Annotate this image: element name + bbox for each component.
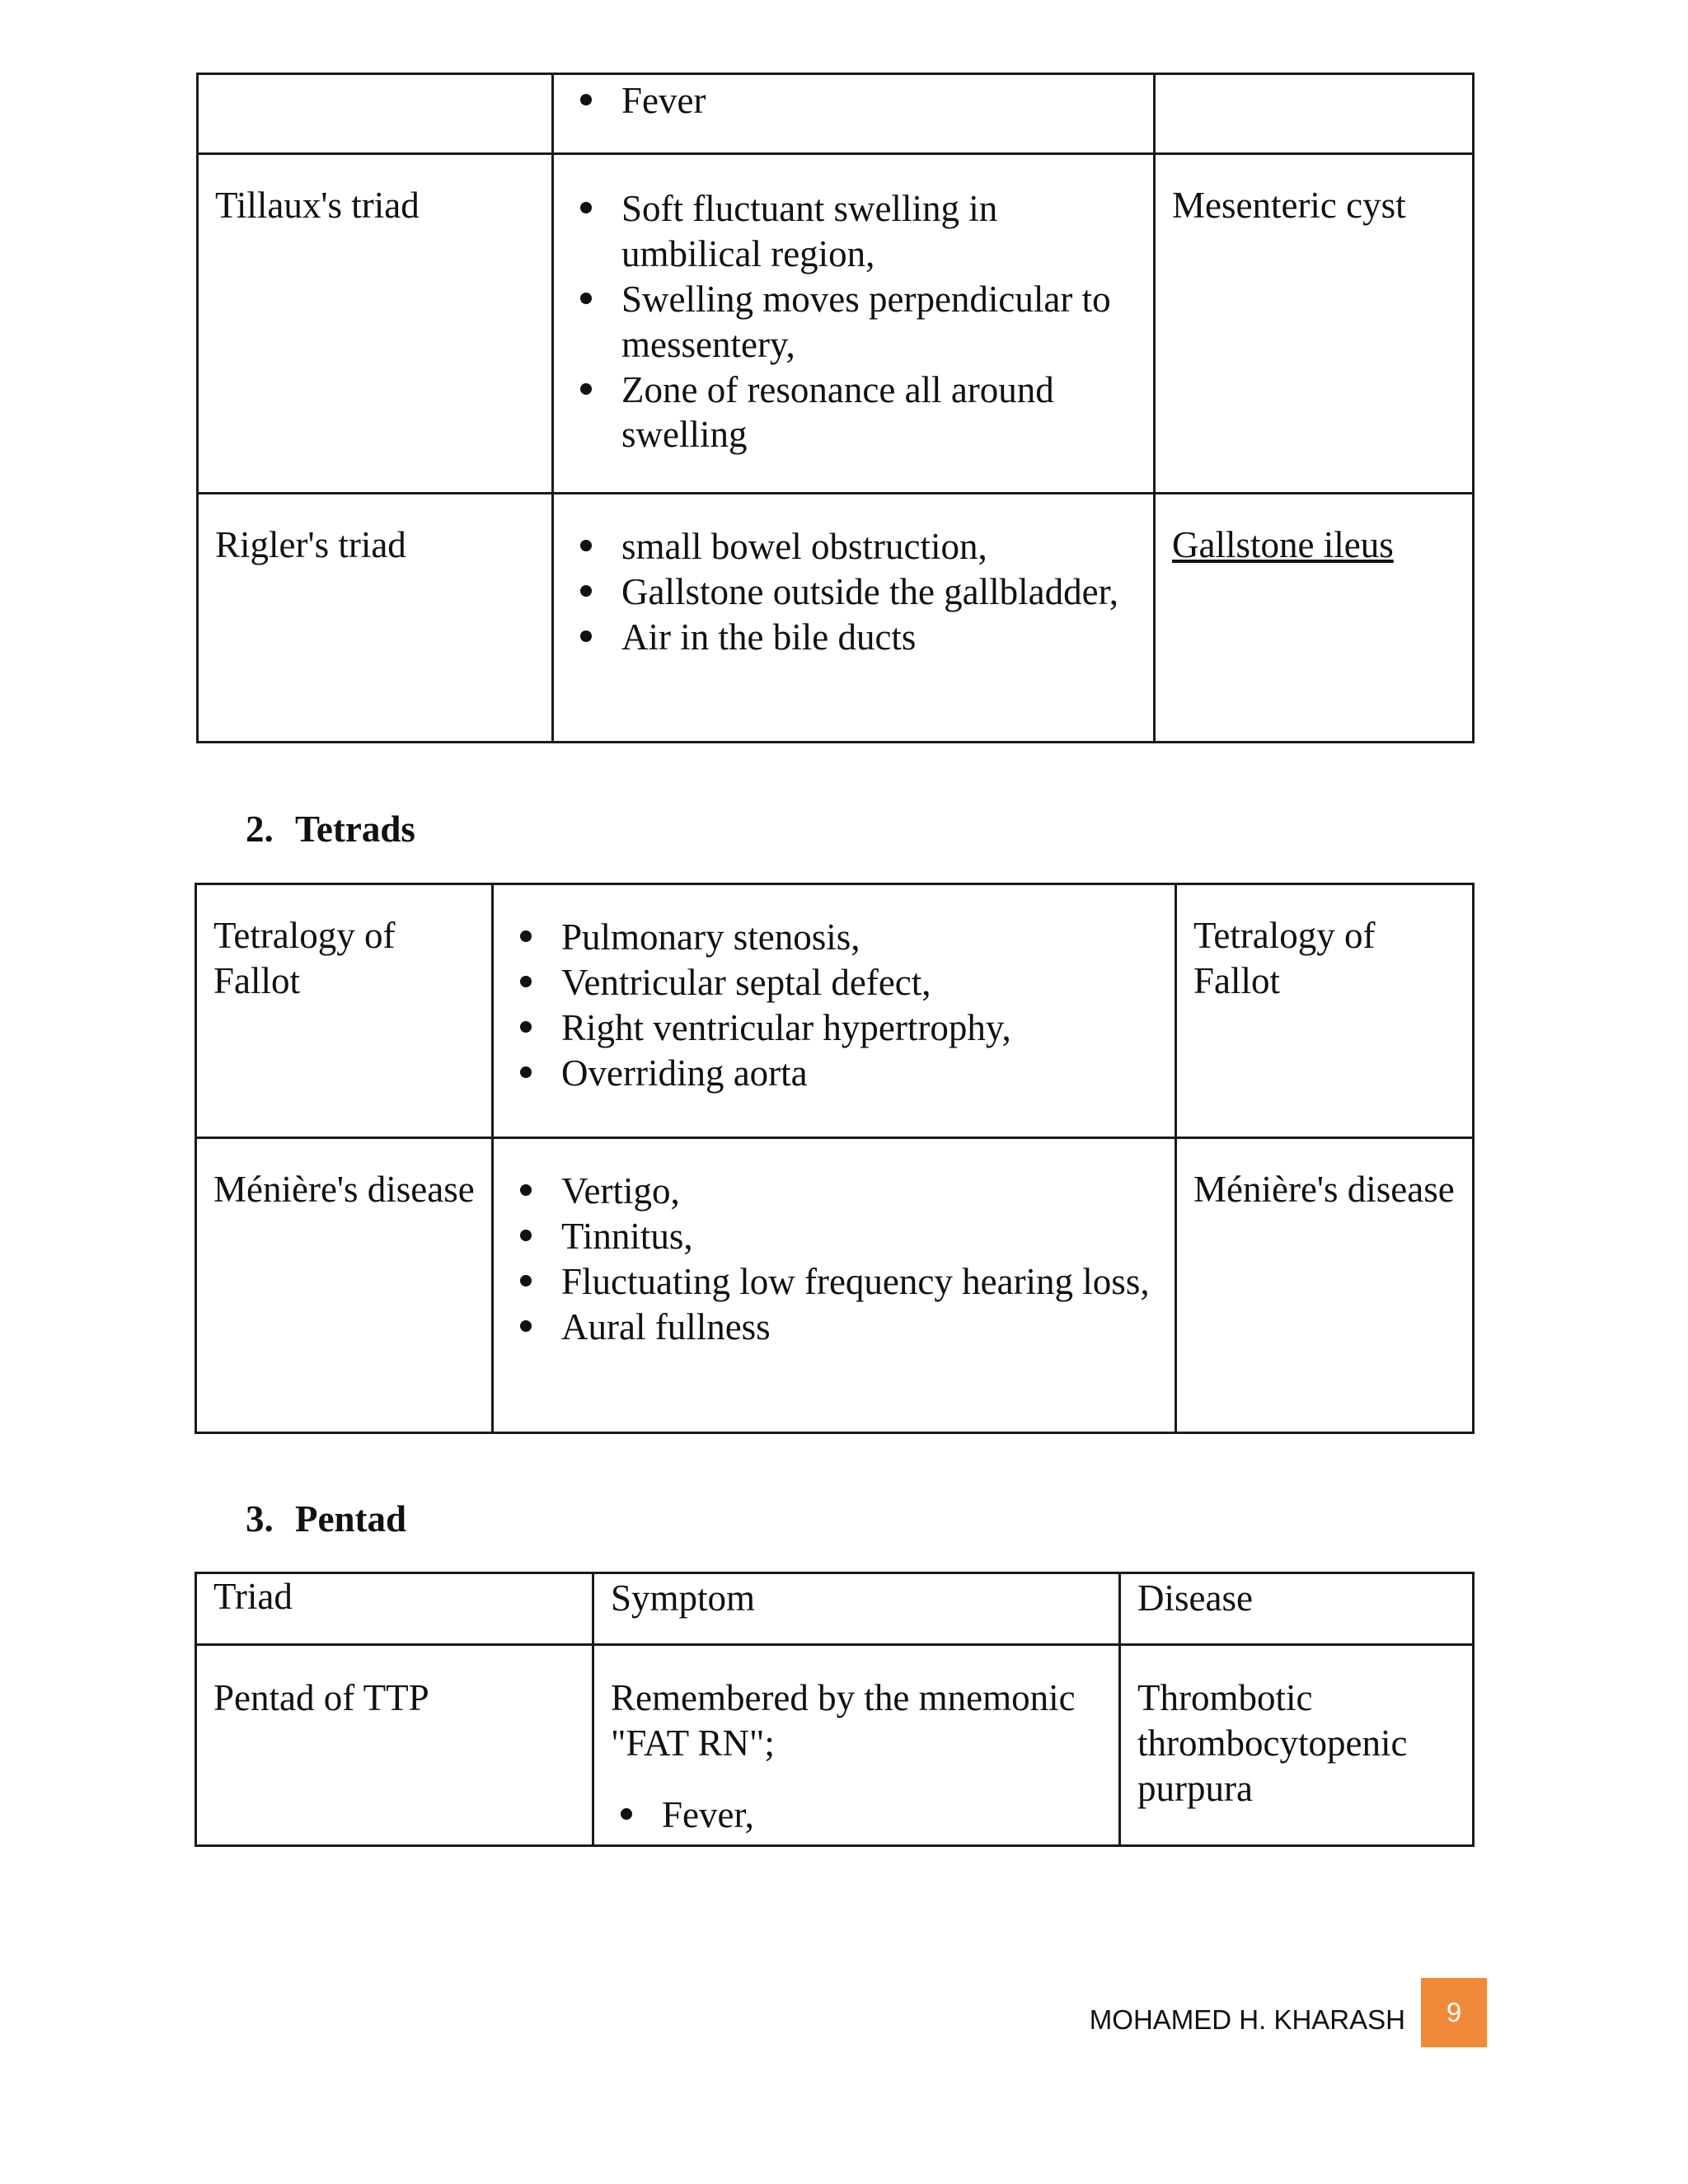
- symptoms-cell: [493, 1138, 1176, 1433]
- bullet-icon: [520, 1275, 532, 1286]
- disease-cell: Ménière's disease: [1176, 1138, 1474, 1433]
- list-item: Tinnitus,: [510, 1214, 1160, 1259]
- bullet-icon: [580, 94, 592, 105]
- header-cell: Triad: [196, 1573, 593, 1645]
- bullet-icon: [520, 1021, 532, 1033]
- list-item: Aural fullness: [510, 1305, 1160, 1350]
- symptoms-cell: [493, 884, 1176, 1138]
- list-item: Vertigo,: [510, 1169, 1160, 1214]
- list-item: Pulmonary stenosis,: [510, 915, 1160, 960]
- bullet-icon: [520, 930, 532, 942]
- list-item: Swelling moves perpendicular to messentery,: [570, 277, 1138, 368]
- bullet-icon: [580, 383, 592, 395]
- symptom-list: [611, 1793, 1104, 1838]
- section-title: Pentad: [295, 1498, 406, 1540]
- list-item: Fever: [570, 78, 1138, 124]
- table-row: [198, 494, 1474, 743]
- table-header-row: [196, 1573, 1474, 1645]
- list-item: Gallstone outside the gallbladder,: [570, 569, 1138, 615]
- bullet-icon: [520, 976, 532, 987]
- bullet-icon: [520, 1230, 532, 1241]
- disease-cell: Tetralogy of Fallot: [1176, 884, 1474, 1138]
- symptoms-cell: [553, 494, 1155, 743]
- header-cell: Disease: [1120, 1573, 1474, 1645]
- tetrad-name-cell: Tetralogy of Fallot: [196, 884, 493, 1138]
- disease-cell: [1155, 74, 1474, 154]
- mnemonic-text: Remembered by the mnemonic "FAT RN";: [611, 1677, 1076, 1764]
- disease-cell: Gallstone ileus: [1155, 494, 1474, 743]
- section-title: Tetrads: [295, 808, 415, 850]
- bullet-icon: [580, 630, 592, 642]
- table-row: [196, 1138, 1474, 1433]
- bullet-icon: [520, 1184, 532, 1196]
- disease-cell: Mesenteric cyst: [1155, 154, 1474, 494]
- symptom-list: [510, 1169, 1160, 1350]
- symptoms-cell: [593, 1645, 1120, 1846]
- bullet-icon: [580, 585, 592, 597]
- bullet-icon: [520, 1066, 532, 1078]
- page-number-badge: [1421, 1978, 1487, 2047]
- table-row: [196, 884, 1474, 1138]
- tetrad-name-cell: Ménière's disease: [196, 1138, 493, 1433]
- bullet-icon: [580, 293, 592, 304]
- table-row: [198, 74, 1474, 154]
- triad-name-cell: Tillaux's triad: [198, 154, 553, 494]
- section-number: 3.: [246, 1498, 274, 1540]
- symptom-list: [570, 78, 1138, 124]
- bullet-icon: [621, 1808, 632, 1820]
- pentad-table: [195, 1572, 1475, 1847]
- page-number: 9: [1446, 1997, 1462, 2027]
- tetrads-table: [195, 883, 1475, 1434]
- list-item: Fever,: [611, 1793, 1104, 1838]
- list-item: small bowel obstruction,: [570, 524, 1138, 569]
- list-item: Soft fluctuant swelling in umbilical region,: [570, 186, 1138, 277]
- bullet-icon: [520, 1320, 532, 1332]
- triad-name-cell: [198, 74, 553, 154]
- list-item: Ventricular septal defect,: [510, 960, 1160, 1005]
- symptoms-cell: [553, 74, 1155, 154]
- list-item: Zone of resonance all around swelling: [570, 368, 1138, 458]
- triads-table: [196, 73, 1475, 743]
- symptoms-cell: [553, 154, 1155, 494]
- list-item: Right ventricular hypertrophy,: [510, 1005, 1160, 1051]
- section-number: 2.: [246, 808, 274, 850]
- bullet-icon: [580, 540, 592, 551]
- disease-cell: Thrombotic thrombocytopenic purpura: [1120, 1645, 1474, 1846]
- symptom-list: [570, 524, 1138, 660]
- symptom-list: [510, 915, 1160, 1096]
- header-cell: Symptom: [593, 1573, 1120, 1645]
- section-heading-tetrads: [246, 808, 415, 851]
- symptom-list: [570, 186, 1138, 457]
- table-row: [196, 1645, 1474, 1846]
- pentad-name-cell: Pentad of TTP: [196, 1645, 593, 1846]
- section-heading-pentad: [246, 1497, 406, 1540]
- list-item: Overriding aorta: [510, 1051, 1160, 1096]
- list-item: Air in the bile ducts: [570, 615, 1138, 660]
- bullet-icon: [580, 202, 592, 213]
- triad-name-cell: Rigler's triad: [198, 494, 553, 743]
- footer-author: MOHAMED H. KHARASH: [1089, 2004, 1405, 2035]
- list-item: Fluctuating low frequency hearing loss,: [510, 1259, 1160, 1305]
- table-row: [198, 154, 1474, 494]
